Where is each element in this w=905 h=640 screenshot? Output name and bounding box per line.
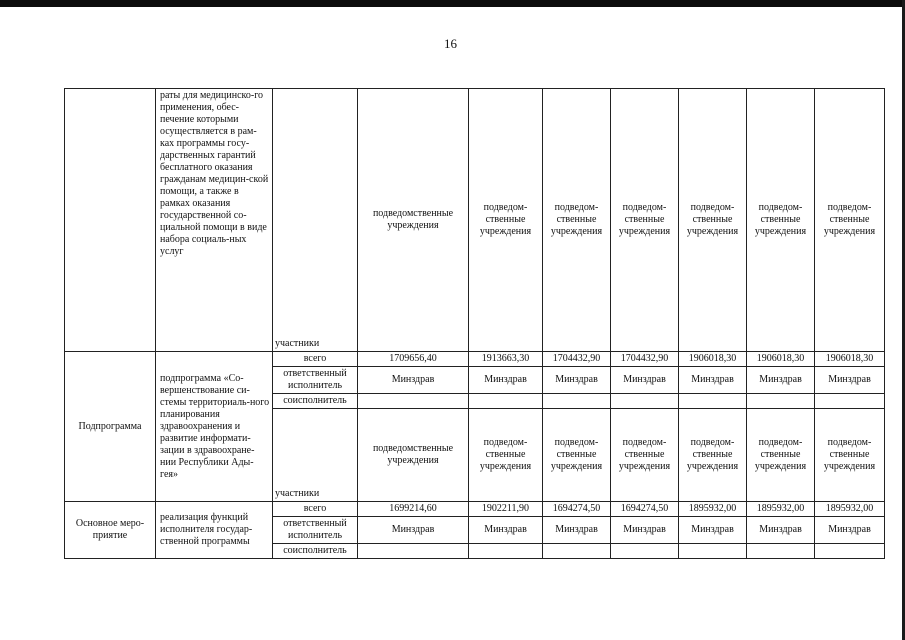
type-cell [65, 89, 156, 352]
value-cell: 1906018,30 [815, 352, 885, 367]
value-cell: подведом-ственные учреждения [469, 409, 543, 502]
role-cell: соисполнитель [273, 544, 358, 559]
type-cell: Подпрограмма [65, 352, 156, 502]
description-cell: подпрограмма «Со-вершенствование си-стемы территориаль-ного планирования здравоохранения и развитие информати-зации в здравоохране-нии Республики Ады-гея» [156, 352, 273, 502]
value-cell [611, 394, 679, 409]
value-cell: подведом-ственные учреждения [679, 89, 747, 352]
value-cell: 1709656,40 [358, 352, 469, 367]
value-cell: Минздрав [815, 367, 885, 394]
value-cell: подведом-ственные учреждения [611, 89, 679, 352]
role-cell: ответственный исполнитель [273, 367, 358, 394]
value-cell [747, 394, 815, 409]
table-row [65, 89, 885, 352]
value-cell: Минздрав [543, 367, 611, 394]
role-cell: соисполнитель [273, 394, 358, 409]
value-cell [815, 544, 885, 559]
value-cell: подведом-ственные учреждения [543, 409, 611, 502]
value-cell: 1895932,00 [815, 502, 885, 517]
value-cell: 1699214,60 [358, 502, 469, 517]
value-cell: подведом-ственные учреждения [469, 89, 543, 352]
scan-border-top [0, 0, 905, 7]
value-cell: 1895932,00 [747, 502, 815, 517]
value-cell: Минздрав [611, 517, 679, 544]
table-row [65, 352, 885, 367]
value-cell: подведом-ственные учреждения [543, 89, 611, 352]
value-cell: Минздрав [747, 517, 815, 544]
value-cell: подведом-ственные учреждения [747, 89, 815, 352]
value-cell: подведом-ственные учреждения [611, 409, 679, 502]
role-cell: ответственный исполнитель [273, 517, 358, 544]
value-cell [611, 544, 679, 559]
value-cell: 1906018,30 [679, 352, 747, 367]
page-number: 16 [444, 36, 457, 51]
type-cell: Основное меро-приятие [65, 502, 156, 559]
value-cell: 1913663,30 [469, 352, 543, 367]
table-row [65, 502, 885, 517]
value-cell: Минздрав [611, 367, 679, 394]
value-cell [543, 394, 611, 409]
value-cell [543, 544, 611, 559]
role-cell: всего [273, 502, 358, 517]
value-cell [469, 394, 543, 409]
value-cell: Минздрав [679, 367, 747, 394]
value-cell: Минздрав [815, 517, 885, 544]
value-cell [679, 544, 747, 559]
value-cell: подведом-ственные учреждения [815, 89, 885, 352]
value-cell [679, 394, 747, 409]
value-cell: 1704432,90 [611, 352, 679, 367]
value-cell [815, 394, 885, 409]
description-cell: реализация функций исполнителя государ-ственной программы [156, 502, 273, 559]
role-cell: участники [273, 409, 358, 502]
value-cell [358, 394, 469, 409]
value-cell: Минздрав [358, 517, 469, 544]
value-cell: Минздрав [358, 367, 469, 394]
value-cell: 1895932,00 [679, 502, 747, 517]
value-cell [358, 544, 469, 559]
value-cell: 1694274,50 [611, 502, 679, 517]
value-cell: Минздрав [469, 517, 543, 544]
program-funding-table [64, 88, 885, 559]
value-cell: 1704432,90 [543, 352, 611, 367]
value-cell: подведомственные учреждения [358, 89, 469, 352]
value-cell: Минздрав [679, 517, 747, 544]
value-cell [469, 544, 543, 559]
value-cell: 1902211,90 [469, 502, 543, 517]
description-cell: раты для медицинско-го применения, обес-печение которыми осуществляется в рам-ках программы госу-дарственных гарантий бесплатного оказания гражданам медицин-ской помощи, а также в рамках оказания государственной со-циальной помощи в виде набора социаль-ных услуг [156, 89, 273, 352]
role-cell: всего [273, 352, 358, 367]
value-cell: 1906018,30 [747, 352, 815, 367]
value-cell: Минздрав [543, 517, 611, 544]
value-cell [747, 544, 815, 559]
value-cell: Минздрав [747, 367, 815, 394]
value-cell: 1694274,50 [543, 502, 611, 517]
value-cell: Минздрав [469, 367, 543, 394]
value-cell: подведомственные учреждения [358, 409, 469, 502]
value-cell: подведом-ственные учреждения [679, 409, 747, 502]
value-cell: подведом-ственные учреждения [815, 409, 885, 502]
value-cell: подведом-ственные учреждения [747, 409, 815, 502]
role-cell: участники [273, 89, 358, 352]
